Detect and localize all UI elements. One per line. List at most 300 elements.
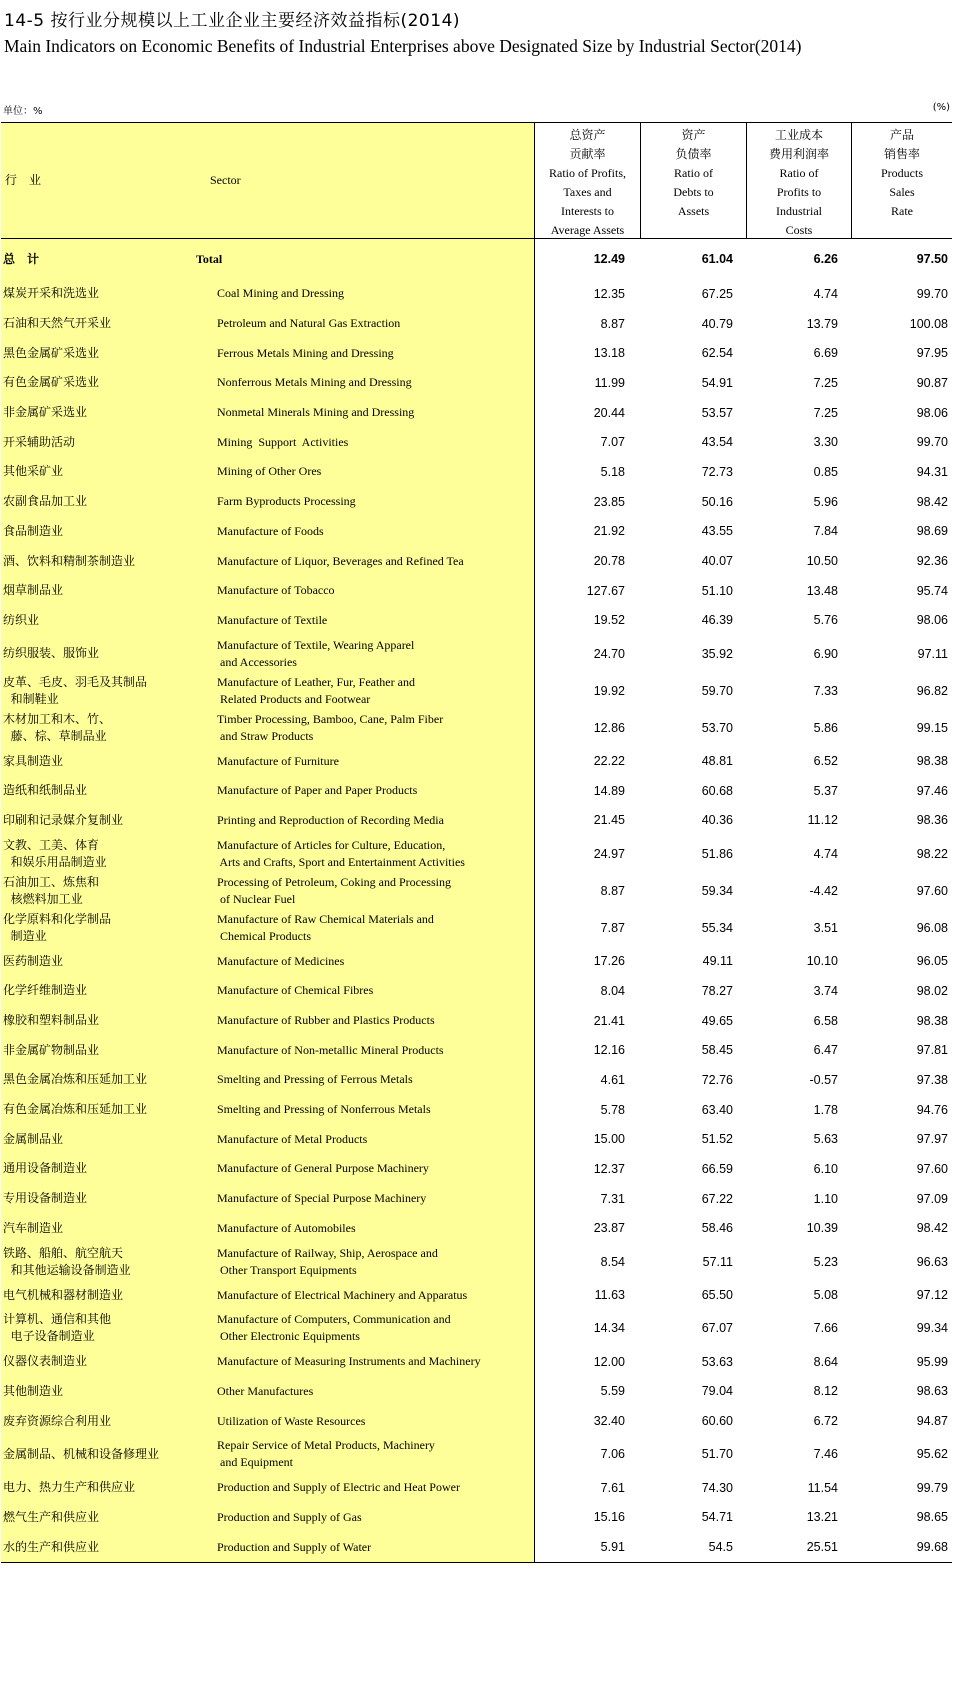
industry-name-cn: 开采辅助活动 xyxy=(3,434,76,449)
sector-name-en: Manufacture of Furniture xyxy=(217,753,339,768)
industry-name-cn: 水的生产和供应业 xyxy=(3,1539,100,1554)
industry-name-cn: 煤炭开采和洗选业 xyxy=(3,286,100,301)
table-row xyxy=(1,1406,952,1436)
header-line: Assets xyxy=(677,204,710,218)
table-row xyxy=(1,1154,952,1184)
table-row xyxy=(1,1095,952,1125)
unit-label: 单位：% xyxy=(3,106,43,117)
value-sales-rate: 98.06 xyxy=(916,405,948,420)
value-profits-costs: 6.26 xyxy=(813,252,838,266)
industry-name-cn: 酒、饮料和精制茶制造业 xyxy=(3,553,136,568)
value-sales-rate: 98.42 xyxy=(916,1221,948,1236)
header-line: Profits to xyxy=(776,185,822,199)
value-sales-rate: 94.87 xyxy=(916,1414,948,1429)
table-row xyxy=(1,635,952,672)
value-profits-taxes-interests: 7.87 xyxy=(600,920,625,935)
value-debts-assets: 40.07 xyxy=(701,554,733,569)
table-row xyxy=(1,946,952,976)
header-line: Ratio of Profits, xyxy=(549,166,626,180)
value-debts-assets: 67.07 xyxy=(701,1321,733,1336)
sector-name-en: Manufacture of Foods xyxy=(217,523,324,538)
value-debts-assets: 53.70 xyxy=(701,720,733,735)
value-profits-taxes-interests: 12.49 xyxy=(593,252,625,266)
value-profits-costs: 6.10 xyxy=(813,1161,838,1176)
value-debts-assets: 43.54 xyxy=(701,435,733,450)
value-profits-taxes-interests: 21.45 xyxy=(593,813,625,828)
value-sales-rate: 99.34 xyxy=(916,1321,948,1336)
industry-name-cn: 文教、工美、体育 和娱乐用品制造业 xyxy=(3,837,107,869)
industry-name-cn: 石油加工、炼焦和 核燃料加工业 xyxy=(3,874,100,906)
sector-name-en: Manufacture of Liquor, Beverages and Refined Tea xyxy=(217,553,464,568)
value-debts-assets: 53.63 xyxy=(701,1354,733,1369)
table-row xyxy=(1,576,952,606)
value-sales-rate: 96.05 xyxy=(916,954,948,969)
sector-name-en: Processing of Petroleum, Coking and Processing of Nuclear Fuel xyxy=(217,874,451,906)
value-debts-assets: 63.40 xyxy=(701,1102,733,1117)
value-sales-rate: 97.11 xyxy=(917,646,948,661)
table-row xyxy=(1,338,952,368)
industry-name-cn: 金属制品、机械和设备修理业 xyxy=(3,1446,160,1461)
table-row xyxy=(1,1310,952,1347)
value-debts-assets: 48.81 xyxy=(701,754,733,769)
industry-name-cn: 通用设备制造业 xyxy=(3,1161,88,1176)
value-profits-taxes-interests: 15.00 xyxy=(593,1132,625,1147)
value-sales-rate: 96.63 xyxy=(916,1254,948,1269)
industry-name-cn: 农副食品加工业 xyxy=(3,494,88,509)
value-profits-costs: 13.48 xyxy=(806,583,838,598)
value-debts-assets: 50.16 xyxy=(701,494,733,509)
value-profits-taxes-interests: 17.26 xyxy=(593,954,625,969)
header-line: Industrial xyxy=(776,204,822,218)
value-profits-costs: 5.76 xyxy=(813,613,838,628)
value-profits-costs: 8.12 xyxy=(813,1384,838,1399)
value-debts-assets: 54.71 xyxy=(701,1510,733,1525)
sector-name-en: Printing and Reproduction of Recording Media xyxy=(217,812,444,827)
industry-name-cn: 橡胶和塑料制品业 xyxy=(3,1013,100,1028)
table-header xyxy=(1,123,952,239)
industry-name-cn: 计算机、通信和其他 电子设备制造业 xyxy=(3,1312,112,1344)
industry-name-cn: 金属制品业 xyxy=(3,1131,64,1146)
value-profits-costs: 0.85 xyxy=(813,464,838,479)
value-sales-rate: 98.42 xyxy=(916,494,948,509)
value-profits-taxes-interests: 15.16 xyxy=(593,1510,625,1525)
value-sales-rate: 99.70 xyxy=(916,286,948,301)
table-row xyxy=(1,1473,952,1503)
value-profits-costs: 4.74 xyxy=(813,846,838,861)
value-profits-costs: 5.63 xyxy=(813,1132,838,1147)
industry-name-cn: 铁路、船舶、航空航天 和其他运输设备制造业 xyxy=(3,1245,131,1277)
header-ratio-debts-assets xyxy=(640,123,746,238)
header-line: Sales xyxy=(889,185,915,199)
value-profits-costs: 10.39 xyxy=(806,1221,838,1236)
table-row xyxy=(1,457,952,487)
table-row xyxy=(1,776,952,806)
value-sales-rate: 97.95 xyxy=(916,346,948,361)
value-profits-costs: 5.23 xyxy=(813,1254,838,1269)
value-sales-rate: 99.68 xyxy=(916,1540,948,1555)
industry-name-cn: 印刷和记录媒介复制业 xyxy=(3,812,124,827)
value-profits-costs: 6.47 xyxy=(813,1043,838,1058)
value-profits-costs: 8.64 xyxy=(813,1354,838,1369)
header-line: 总资产 xyxy=(569,128,606,142)
value-debts-assets: 67.25 xyxy=(701,286,733,301)
sector-name-en: Manufacture of Computers, Communication and Other Electronic Equipments xyxy=(217,1312,451,1344)
value-sales-rate: 98.22 xyxy=(916,846,948,861)
industry-name-cn: 石油和天然气开采业 xyxy=(3,316,112,331)
value-profits-taxes-interests: 21.41 xyxy=(593,1013,625,1028)
table-row xyxy=(1,1214,952,1244)
value-sales-rate: 97.60 xyxy=(916,1161,948,1176)
table-row xyxy=(1,1503,952,1533)
sector-name-en: Production and Supply of Electric and Heat Power xyxy=(217,1480,460,1495)
value-profits-taxes-interests: 32.40 xyxy=(593,1414,625,1429)
sector-name-en: Production and Supply of Water xyxy=(217,1539,372,1554)
value-profits-taxes-interests: 19.52 xyxy=(593,613,625,628)
table-body xyxy=(1,239,952,1562)
sector-name-en: Manufacture of Measuring Instruments and Machinery xyxy=(217,1354,481,1369)
industry-name-cn: 燃气生产和供应业 xyxy=(3,1509,100,1524)
header-line: 资产 xyxy=(681,128,706,142)
value-sales-rate: 95.74 xyxy=(916,583,948,598)
value-sales-rate: 97.81 xyxy=(916,1043,948,1058)
value-sales-rate: 98.69 xyxy=(916,524,948,539)
table-row xyxy=(1,709,952,746)
table-row xyxy=(1,872,952,909)
value-profits-costs: 6.90 xyxy=(813,646,838,661)
sector-name-en: Manufacture of Raw Chemical Materials and Chemical Products xyxy=(217,911,434,943)
value-profits-costs: 7.84 xyxy=(813,524,838,539)
industry-name-cn: 造纸和纸制品业 xyxy=(3,783,88,798)
table-row xyxy=(1,1124,952,1154)
sector-name-en: Manufacture of Railway, Ship, Aerospace and Other Transport Equipments xyxy=(217,1245,438,1277)
value-profits-taxes-interests: 20.78 xyxy=(593,554,625,569)
value-debts-assets: 66.59 xyxy=(701,1161,733,1176)
value-profits-taxes-interests: 14.89 xyxy=(593,783,625,798)
table-row xyxy=(1,909,952,946)
value-debts-assets: 72.76 xyxy=(701,1072,733,1087)
industry-name-cn: 仪器仪表制造业 xyxy=(3,1354,88,1369)
header-line: Costs xyxy=(785,223,813,237)
value-sales-rate: 99.70 xyxy=(916,435,948,450)
value-profits-taxes-interests: 7.06 xyxy=(600,1447,625,1462)
industry-name-cn: 非金属矿采选业 xyxy=(3,405,88,420)
table-row xyxy=(1,239,952,279)
value-sales-rate: 97.09 xyxy=(916,1191,948,1206)
value-sales-rate: 92.36 xyxy=(916,554,948,569)
value-debts-assets: 60.68 xyxy=(701,783,733,798)
sector-name-en: Utilization of Waste Resources xyxy=(217,1413,366,1428)
value-profits-costs: 5.86 xyxy=(813,720,838,735)
value-profits-costs: 1.78 xyxy=(813,1102,838,1117)
header-sector-en: Sector xyxy=(210,173,241,187)
value-profits-taxes-interests: 24.97 xyxy=(593,846,625,861)
value-profits-taxes-interests: 7.61 xyxy=(600,1480,625,1495)
sector-name-en: Total xyxy=(196,251,223,266)
header-line: 产品 xyxy=(889,128,914,142)
value-sales-rate: 97.38 xyxy=(916,1072,948,1087)
header-line: Debts to xyxy=(673,185,714,199)
data-table xyxy=(1,122,952,1563)
value-profits-taxes-interests: 12.35 xyxy=(593,286,625,301)
value-profits-taxes-interests: 22.22 xyxy=(593,754,625,769)
value-profits-taxes-interests: 20.44 xyxy=(593,405,625,420)
value-profits-taxes-interests: 23.85 xyxy=(593,494,625,509)
value-profits-taxes-interests: 11.63 xyxy=(594,1288,625,1303)
sector-name-en: Timber Processing, Bamboo, Cane, Palm Fiber and Straw Products xyxy=(217,711,444,743)
industry-name-cn: 其他制造业 xyxy=(3,1383,64,1398)
sector-name-en: Nonferrous Metals Mining and Dressing xyxy=(217,375,412,390)
industry-name-cn: 食品制造业 xyxy=(3,523,64,538)
value-profits-taxes-interests: 8.87 xyxy=(600,883,625,898)
header-line: Rate xyxy=(891,204,913,218)
sector-name-en: Manufacture of Non-metallic Mineral Products xyxy=(217,1042,444,1057)
value-debts-assets: 43.55 xyxy=(701,524,733,539)
sector-name-en: Repair Service of Metal Products, Machinery and Equipment xyxy=(217,1438,435,1470)
table-row xyxy=(1,487,952,517)
sector-name-en: Mining Support Activities xyxy=(217,434,349,449)
value-profits-taxes-interests: 19.92 xyxy=(593,683,625,698)
table-row xyxy=(1,806,952,836)
table-row xyxy=(1,1243,952,1280)
sector-name-en: Petroleum and Natural Gas Extraction xyxy=(217,316,401,331)
industry-name-cn: 木材加工和木、竹、 藤、棕、草制品业 xyxy=(3,711,112,743)
value-profits-costs: 7.66 xyxy=(813,1321,838,1336)
sector-name-en: Manufacture of Paper and Paper Products xyxy=(217,783,418,798)
value-debts-assets: 53.57 xyxy=(701,405,733,420)
value-debts-assets: 35.92 xyxy=(701,646,733,661)
sector-name-en: Coal Mining and Dressing xyxy=(217,286,344,301)
header-line: 负债率 xyxy=(675,147,712,161)
industry-name-cn: 有色金属冶炼和压延加工业 xyxy=(3,1102,148,1117)
sector-name-en: Manufacture of Chemical Fibres xyxy=(217,983,374,998)
sector-name-en: Manufacture of General Purpose Machinery xyxy=(217,1161,429,1176)
header-line: 销售率 xyxy=(883,147,920,161)
value-debts-assets: 79.04 xyxy=(701,1384,733,1399)
header-industry-cn: 行 业 xyxy=(5,173,42,187)
value-profits-costs: -0.57 xyxy=(809,1072,838,1087)
industry-name-cn: 纺织服装、服饰业 xyxy=(3,646,100,661)
value-profits-costs: 7.46 xyxy=(813,1447,838,1462)
value-profits-taxes-interests: 24.70 xyxy=(593,646,625,661)
value-debts-assets: 46.39 xyxy=(701,613,733,628)
value-sales-rate: 97.97 xyxy=(916,1132,948,1147)
value-profits-taxes-interests: 11.99 xyxy=(594,375,625,390)
table-row xyxy=(1,427,952,457)
value-profits-costs: 11.12 xyxy=(807,813,838,828)
value-profits-taxes-interests: 127.67 xyxy=(586,583,625,598)
value-sales-rate: 98.38 xyxy=(916,1013,948,1028)
value-sales-rate: 98.65 xyxy=(916,1510,948,1525)
table-row xyxy=(1,398,952,428)
value-debts-assets: 51.86 xyxy=(701,846,733,861)
value-debts-assets: 78.27 xyxy=(701,983,733,998)
value-profits-costs: 4.74 xyxy=(813,286,838,301)
value-sales-rate: 99.15 xyxy=(916,720,948,735)
value-profits-costs: 6.52 xyxy=(813,754,838,769)
industry-name-cn: 化学原料和化学制品 制造业 xyxy=(3,911,112,943)
value-profits-costs: 1.10 xyxy=(813,1191,838,1206)
header-line: 工业成本 xyxy=(774,128,823,142)
industry-name-cn: 有色金属矿采选业 xyxy=(3,375,100,390)
sector-name-en: Manufacture of Metal Products xyxy=(217,1131,368,1146)
value-profits-costs: 3.51 xyxy=(813,920,838,935)
value-profits-costs: -4.42 xyxy=(809,883,838,898)
unit-right: (%) xyxy=(932,102,950,113)
value-debts-assets: 65.50 xyxy=(701,1288,733,1303)
value-debts-assets: 51.52 xyxy=(701,1132,733,1147)
table-row xyxy=(1,606,952,636)
value-profits-costs: 10.50 xyxy=(806,554,838,569)
page-title-chinese: 14-5 按行业分规模以上工业企业主要经济效益指标(2014) xyxy=(4,11,461,31)
industry-name-cn: 废弃资源综合利用业 xyxy=(3,1413,112,1428)
sector-name-en: Manufacture of Electrical Machinery and Apparatus xyxy=(217,1287,468,1302)
industry-name-cn: 电力、热力生产和供应业 xyxy=(3,1480,136,1495)
table-row xyxy=(1,1184,952,1214)
value-debts-assets: 54.91 xyxy=(701,375,733,390)
sector-name-en: Manufacture of Medicines xyxy=(217,953,345,968)
industry-name-cn: 其他采矿业 xyxy=(3,464,64,479)
table-row xyxy=(1,1280,952,1310)
value-sales-rate: 97.46 xyxy=(916,783,948,798)
industry-name-cn: 医药制造业 xyxy=(3,953,64,968)
value-debts-assets: 54.5 xyxy=(708,1540,733,1555)
value-debts-assets: 74.30 xyxy=(701,1480,733,1495)
value-profits-costs: 7.25 xyxy=(813,405,838,420)
value-sales-rate: 97.60 xyxy=(916,883,948,898)
value-sales-rate: 96.08 xyxy=(916,920,948,935)
table-row xyxy=(1,1436,952,1473)
value-profits-costs: 13.21 xyxy=(806,1510,838,1525)
industry-name-cn: 纺织业 xyxy=(3,612,40,627)
value-profits-taxes-interests: 7.31 xyxy=(600,1191,625,1206)
value-sales-rate: 100.08 xyxy=(909,316,948,331)
value-sales-rate: 95.62 xyxy=(916,1447,948,1462)
value-debts-assets: 72.73 xyxy=(701,464,733,479)
table-row xyxy=(1,976,952,1006)
table-row xyxy=(1,309,952,339)
value-sales-rate: 97.12 xyxy=(916,1288,948,1303)
table-row xyxy=(1,279,952,309)
table-row xyxy=(1,835,952,872)
value-sales-rate: 90.87 xyxy=(916,375,948,390)
sector-name-en: Nonmetal Minerals Mining and Dressing xyxy=(217,405,415,420)
value-debts-assets: 40.79 xyxy=(701,316,733,331)
value-profits-taxes-interests: 8.04 xyxy=(600,983,625,998)
sector-name-en: Ferrous Metals Mining and Dressing xyxy=(217,345,394,360)
value-profits-taxes-interests: 12.16 xyxy=(593,1043,625,1058)
header-ratio-profits-taxes-interests xyxy=(534,123,640,238)
table-row xyxy=(1,1377,952,1407)
header-ratio-profits-costs xyxy=(746,123,851,238)
value-sales-rate: 98.36 xyxy=(916,813,948,828)
value-sales-rate: 94.76 xyxy=(916,1102,948,1117)
industry-name-cn: 电气机械和器材制造业 xyxy=(3,1287,124,1302)
value-profits-taxes-interests: 12.00 xyxy=(593,1354,625,1369)
sector-name-en: Smelting and Pressing of Ferrous Metals xyxy=(217,1072,413,1087)
sector-name-en: Manufacture of Special Purpose Machinery xyxy=(217,1191,427,1206)
value-profits-taxes-interests: 5.78 xyxy=(600,1102,625,1117)
header-line: 贡献率 xyxy=(569,147,606,161)
header-products-sales-rate xyxy=(851,123,952,238)
sector-name-en: Manufacture of Automobiles xyxy=(217,1220,356,1235)
value-sales-rate: 95.99 xyxy=(916,1354,948,1369)
industry-name-cn: 非金属矿物制品业 xyxy=(3,1042,100,1057)
industry-name-cn: 黑色金属冶炼和压延加工业 xyxy=(3,1072,148,1087)
industry-name-cn: 烟草制品业 xyxy=(3,583,64,598)
value-profits-costs: 10.10 xyxy=(806,954,838,969)
industry-name-cn: 黑色金属矿采选业 xyxy=(3,345,100,360)
page-title-english: Main Indicators on Economic Benefits of Industrial Enterprises above Designated Size by Industrial Sector(2014) xyxy=(4,36,802,56)
value-profits-costs: 7.25 xyxy=(813,375,838,390)
value-profits-costs: 7.33 xyxy=(813,683,838,698)
value-sales-rate: 98.38 xyxy=(916,754,948,769)
header-line: Ratio of xyxy=(674,166,713,180)
sector-name-en: Manufacture of Tobacco xyxy=(217,583,335,598)
sector-name-en: Mining of Other Ores xyxy=(217,464,322,479)
value-profits-costs: 5.96 xyxy=(813,494,838,509)
industry-name-cn: 总 计 xyxy=(3,251,40,266)
value-profits-costs: 3.30 xyxy=(813,435,838,450)
value-profits-costs: 6.69 xyxy=(813,346,838,361)
value-sales-rate: 98.02 xyxy=(916,983,948,998)
value-sales-rate: 98.63 xyxy=(916,1384,948,1399)
value-sales-rate: 97.50 xyxy=(916,252,948,266)
header-line: Ratio of xyxy=(779,166,819,180)
value-profits-taxes-interests: 4.61 xyxy=(600,1072,625,1087)
value-profits-costs: 5.08 xyxy=(813,1288,838,1303)
value-profits-taxes-interests: 7.07 xyxy=(600,435,625,450)
value-debts-assets: 61.04 xyxy=(701,252,733,266)
table-row xyxy=(1,1035,952,1065)
table-row xyxy=(1,368,952,398)
table-row xyxy=(1,1532,952,1562)
value-profits-costs: 11.54 xyxy=(807,1480,838,1495)
header-line: 费用利润率 xyxy=(768,147,829,161)
industry-name-cn: 汽车制造业 xyxy=(3,1220,64,1235)
sector-name-en: Smelting and Pressing of Nonferrous Metals xyxy=(217,1102,431,1117)
industry-name-cn: 专用设备制造业 xyxy=(3,1191,88,1206)
value-sales-rate: 94.31 xyxy=(916,464,948,479)
value-profits-taxes-interests: 5.91 xyxy=(600,1540,625,1555)
sector-name-en: Manufacture of Rubber and Plastics Products xyxy=(217,1013,435,1028)
header-line: Average Assets xyxy=(550,223,625,237)
header-line: Interests to xyxy=(561,204,614,218)
header-line: Taxes and xyxy=(563,185,612,199)
sector-name-en: Farm Byproducts Processing xyxy=(217,494,356,509)
sector-name-en: Manufacture of Articles for Culture, Education, Arts and Crafts, Sport and Entertainment Activities xyxy=(217,837,465,869)
value-profits-costs: 25.51 xyxy=(806,1540,838,1555)
value-debts-assets: 60.60 xyxy=(701,1414,733,1429)
sector-name-en: Manufacture of Leather, Fur, Feather and Related Products and Footwear xyxy=(217,674,415,706)
sector-name-en: Manufacture of Textile xyxy=(217,612,328,627)
value-debts-assets: 49.11 xyxy=(702,954,733,969)
value-profits-taxes-interests: 8.54 xyxy=(600,1254,625,1269)
value-debts-assets: 51.10 xyxy=(701,583,733,598)
table-row xyxy=(1,1347,952,1377)
value-profits-taxes-interests: 5.18 xyxy=(600,464,625,479)
value-profits-taxes-interests: 13.18 xyxy=(593,346,625,361)
table-row xyxy=(1,517,952,547)
value-debts-assets: 58.46 xyxy=(701,1221,733,1236)
value-sales-rate: 98.06 xyxy=(916,613,948,628)
value-profits-costs: 6.72 xyxy=(813,1414,838,1429)
value-profits-taxes-interests: 14.34 xyxy=(593,1321,625,1336)
value-profits-taxes-interests: 5.59 xyxy=(600,1384,625,1399)
value-profits-costs: 3.74 xyxy=(813,983,838,998)
value-debts-assets: 57.11 xyxy=(702,1254,733,1269)
value-profits-taxes-interests: 23.87 xyxy=(593,1221,625,1236)
value-debts-assets: 59.34 xyxy=(701,883,733,898)
